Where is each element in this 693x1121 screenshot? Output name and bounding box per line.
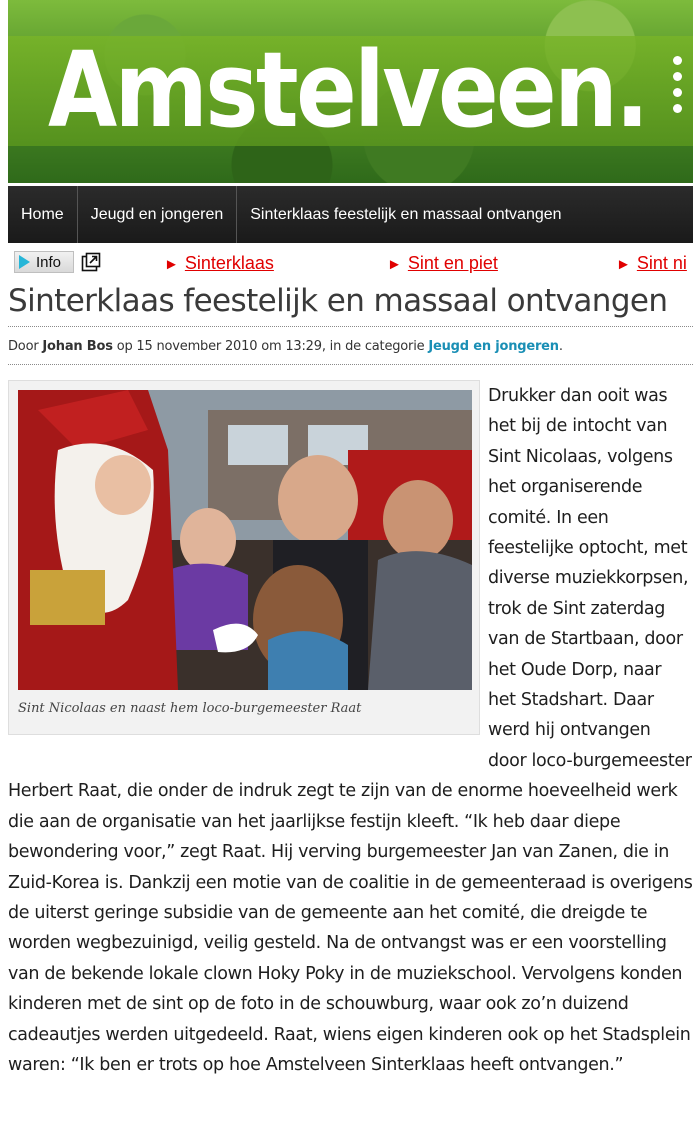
nav-category-link[interactable]: Jeugd en jongeren — [78, 186, 238, 243]
site-banner[interactable] — [8, 0, 693, 183]
photo-caption: Sint Nicolaas en naast hem loco-burgemeester Raat — [18, 701, 362, 716]
red-arrow-icon: ► — [616, 256, 631, 273]
banner-dots-decoration — [665, 56, 691, 136]
nav-home-link[interactable]: Home — [8, 186, 78, 243]
popout-window-icon[interactable] — [81, 252, 101, 272]
figure-spacer — [8, 381, 488, 746]
related-links-bar — [14, 251, 693, 275]
nav-current-page[interactable]: Sinterklaas feestelijk en massaal ontvangen — [250, 206, 562, 223]
article-byline: Door Johan Bos op 15 november 2010 om 13:29, in de categorie Jeugd en jongeren. — [8, 339, 563, 354]
article-title: Sinterklaas feestelijk en massaal ontvangen — [8, 283, 668, 319]
info-button[interactable] — [14, 251, 74, 273]
red-arrow-icon: ► — [164, 256, 179, 273]
info-label: Info — [36, 254, 62, 271]
related-link-sint-ni[interactable]: ► Sint ni — [616, 251, 687, 277]
related-link-sinterklaas[interactable]: ► Sinterklaas — [164, 251, 274, 277]
red-arrow-icon: ► — [387, 256, 402, 273]
site-logo-title: Amstelveen. — [48, 29, 647, 151]
related-link-sint-en-piet[interactable]: ► Sint en piet — [387, 251, 498, 277]
title-divider — [8, 326, 693, 327]
author-name: Johan Bos — [42, 339, 113, 354]
breadcrumb-nav — [8, 186, 693, 243]
category-link[interactable]: Jeugd en jongeren — [428, 339, 559, 354]
article-body — [8, 381, 693, 1080]
play-icon — [19, 255, 30, 269]
article-text: Drukker dan ooit was het bij de intocht van Sint Nicolaas, volgens het organiserende comité. In een feestelijke optocht, met diverse muziekkorpsen, trok de Sint zaterdag van de Startbaan, door het Oude Dorp, naar het Stadshart. Daar werd hij ontvangen door loco-burgemeester Herbert Raat, die onder de indruk zegt te zijn van de enorme hoeveelheid werk die aan de organisatie van het jaarlijkse festijn kleeft. “Ik heb daar diepe bewondering voor,” zegt Raat. Hij verving burgemeester Jan van Zanen, die in Zuid-Korea is. Dankzij een motie van de coalitie in de gemeenteraad is overigens de uiterst geringe subsidie van de gemeente aan het comité, die dreigde te worden wegbezuinigd, veilig gesteld. Na de ontvangst was er een voorstelling van de bekende lokale clown Hoky Poky in de muziekschool. Vervolgens konden kinderen met de sint op de foto in de schouwburg, waar ook zo’n duizend cadeautjes werden uitgedeeld. Raat, wiens eigen kinderen ook op het Stadsplein waren: “Ik ben er trots op hoe Amstelveen Sinterklaas heeft ontvangen.” — [8, 386, 693, 1075]
byline-divider — [8, 364, 693, 365]
